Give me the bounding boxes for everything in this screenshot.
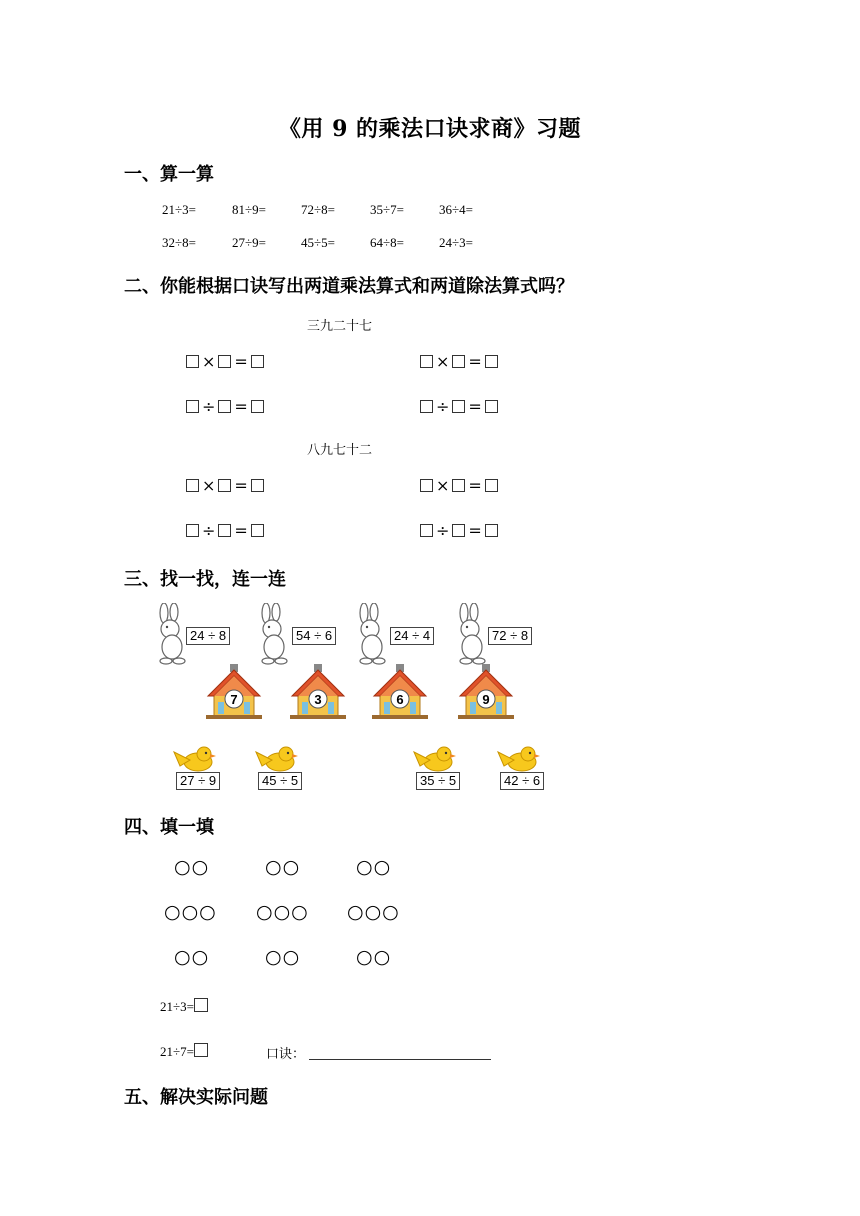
calc-1-4: 35÷7= [370,202,404,217]
div-equation-1a: ÷ = [186,397,264,416]
bird-card-1: 27 ÷ 9 [176,772,220,790]
section-heading-2: 二、你能根据口诀写出两道乘法算式和两道除法算式吗？ [124,276,574,297]
answer-box[interactable] [485,524,498,537]
answer-box[interactable] [218,355,231,368]
bird-card-4: 42 ÷ 6 [500,772,544,790]
answer-box[interactable] [186,524,199,537]
rabbit-1[interactable] [152,603,242,665]
answer-box[interactable] [218,479,231,492]
answer-box[interactable] [251,355,264,368]
answer-box[interactable] [452,524,465,537]
calc-1-1: 21÷3= [162,202,196,217]
page-title: 《用 9 的乘法口诀求商》习题 [278,116,582,142]
circle-group-3-bottom: ○○ [356,946,392,968]
mult-equation-1b: × = [420,352,498,371]
section-heading-5: 五、解决实际问题 [124,1087,268,1108]
bird-icon [494,744,540,774]
rabbit-icon [452,603,492,665]
house-3[interactable] [372,664,428,720]
house-number-2: 3 [314,692,322,707]
answer-box[interactable] [452,479,465,492]
bird-2[interactable] [252,744,314,790]
section-heading-4: 四、填一填 [124,817,214,838]
circle-group-2-mid: ○○○ [256,901,309,923]
section-heading-3: 三、找一找，连一连 [124,569,286,590]
house-number-4: 9 [482,692,490,707]
bird-icon [410,744,456,774]
calc-1-2: 81÷9= [232,202,266,217]
calc-1-5: 36÷4= [439,202,473,217]
bird-card-3: 35 ÷ 5 [416,772,460,790]
answer-box[interactable] [218,524,231,537]
circle-group-3-top: ○○ [356,856,392,878]
circle-group-2-bottom: ○○ [265,946,301,968]
rabbit-4[interactable] [452,603,542,665]
rabbit-card-4: 72 ÷ 8 [488,627,532,645]
answer-box[interactable] [251,479,264,492]
rabbit-card-1: 24 ÷ 8 [186,627,230,645]
calc-2-1: 32÷8= [162,235,196,250]
answer-box[interactable] [452,355,465,368]
bird-4[interactable] [494,744,556,790]
answer-box[interactable] [186,355,199,368]
rabbit-card-3: 24 ÷ 4 [390,627,434,645]
mult-equation-2a: × = [186,476,264,495]
rabbit-3[interactable] [352,603,442,665]
rabbit-icon [254,603,294,665]
rabbit-2[interactable] [254,603,344,665]
koujue-2: 八九七十二 [307,442,373,457]
circle-group-2-top: ○○ [265,856,301,878]
calc-2-4: 64÷8= [370,235,404,250]
answer-box[interactable] [186,400,199,413]
bird-icon [170,744,216,774]
answer-box[interactable] [485,479,498,492]
div-equation-2b: ÷ = [420,521,498,540]
circle-group-3-mid: ○○○ [347,901,400,923]
answer-box[interactable] [194,1043,208,1057]
answer-box[interactable] [420,400,433,413]
bird-card-2: 45 ÷ 5 [258,772,302,790]
calc-2-5: 24÷3= [439,235,473,250]
mult-equation-1a: × = [186,352,264,371]
bird-3[interactable] [410,744,472,790]
house-number-3: 6 [396,692,404,707]
koujue-1: 三九二十七 [307,318,373,333]
bird-icon [252,744,298,774]
circle-group-1-top: ○○ [174,856,210,878]
section-heading-1: 一、算一算 [124,164,214,185]
koujue-answer: 口诀： [266,1043,491,1062]
answer-box[interactable] [420,479,433,492]
answer-box[interactable] [420,524,433,537]
circle-group-1-bottom: ○○ [174,946,210,968]
koujue-answer-line[interactable] [309,1047,491,1060]
house-1[interactable] [206,664,262,720]
calc-2-3: 45÷5= [301,235,335,250]
calc-2-2: 27÷9= [232,235,266,250]
answer-box[interactable] [251,400,264,413]
answer-box[interactable] [485,400,498,413]
house-4[interactable] [458,664,514,720]
circle-group-1-mid: ○○○ [164,901,217,923]
calc-1-3: 72÷8= [301,202,335,217]
house-2[interactable] [290,664,346,720]
div-equation-2a: ÷ = [186,521,264,540]
answer-box[interactable] [218,400,231,413]
answer-box[interactable] [420,355,433,368]
answer-box[interactable] [194,998,208,1012]
answer-box[interactable] [485,355,498,368]
answer-box[interactable] [186,479,199,492]
rabbit-icon [352,603,392,665]
answer-box[interactable] [251,524,264,537]
div-equation-1b: ÷ = [420,397,498,416]
mult-equation-2b: × = [420,476,498,495]
bird-1[interactable] [170,744,232,790]
fill-equation-1: 21÷3= [160,998,208,1015]
fill-equation-2: 21÷7= [160,1043,208,1060]
house-number-1: 7 [230,692,238,707]
rabbit-card-2: 54 ÷ 6 [292,627,336,645]
answer-box[interactable] [452,400,465,413]
